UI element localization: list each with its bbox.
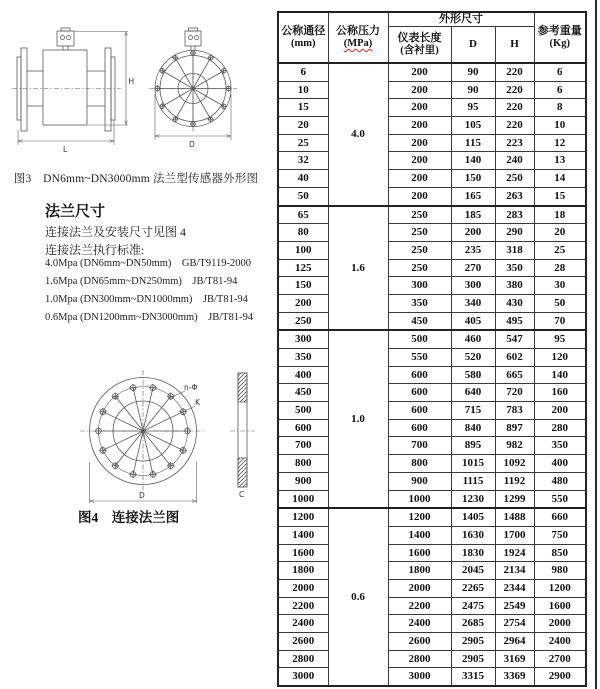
flange-note-line2: 连接法兰执行标准: — [45, 243, 145, 257]
junction-box-front — [185, 28, 201, 51]
cell-d: 715 — [451, 402, 495, 420]
flange-size-heading: 法兰尺寸 — [45, 204, 106, 220]
flange-dimension-table — [277, 11, 587, 687]
cell-weight: 2900 — [534, 668, 586, 686]
cell-weight: 50 — [534, 294, 586, 312]
cell-h: 263 — [495, 187, 534, 205]
cell-h: 665 — [495, 366, 534, 384]
cell-h: 495 — [495, 312, 534, 330]
table-row — [278, 81, 586, 99]
cell-dn: 1400 — [278, 526, 328, 544]
cell-dn: 1000 — [278, 490, 328, 508]
cell-h: 1299 — [495, 490, 534, 508]
table-row — [278, 259, 586, 277]
table-row — [278, 206, 586, 224]
header-nominal-diameter — [278, 12, 328, 63]
table-row — [278, 152, 586, 170]
cell-weight: 200 — [534, 402, 586, 420]
cell-meter-length: 250 — [388, 206, 451, 224]
cell-d: 165 — [451, 187, 495, 205]
cell-dn: 6 — [278, 63, 328, 81]
cell-d: 150 — [451, 170, 495, 188]
cell-dn: 50 — [278, 187, 328, 205]
cell-meter-length: 600 — [388, 419, 451, 437]
cell-d: 340 — [451, 294, 495, 312]
cell-h: 318 — [495, 241, 534, 259]
cell-dn: 32 — [278, 152, 328, 170]
bolt-pattern-14 — [95, 384, 192, 478]
cell-dn: 700 — [278, 437, 328, 455]
cell-meter-length: 200 — [388, 170, 451, 188]
cell-meter-length: 250 — [388, 241, 451, 259]
cell-dn: 2200 — [278, 597, 328, 615]
cell-d: 2045 — [451, 562, 495, 580]
cell-weight: 2400 — [534, 633, 586, 651]
header-text: 参考重量 — [537, 25, 582, 38]
header-text: (含衬里) — [400, 44, 439, 56]
cell-weight: 2000 — [534, 615, 586, 633]
table-row — [278, 597, 586, 615]
header-unit: (mm) — [291, 37, 316, 49]
cell-weight: 70 — [534, 312, 586, 330]
cell-meter-length: 350 — [388, 294, 451, 312]
cell-pressure: 1.6 — [328, 206, 388, 331]
figure4-caption: 图4 连接法兰图 — [78, 510, 180, 525]
table-row — [278, 277, 586, 295]
cell-weight: 6 — [534, 81, 586, 99]
cell-dn: 3000 — [278, 668, 328, 686]
cell-weight: 28 — [534, 259, 586, 277]
cell-weight: 13 — [534, 152, 586, 170]
cell-pressure: 1.0 — [328, 330, 388, 508]
cell-d: 3315 — [451, 668, 495, 686]
cell-dn: 300 — [278, 330, 328, 348]
table-row — [278, 562, 586, 580]
table-row — [278, 668, 586, 686]
cell-h: 223 — [495, 134, 534, 152]
cell-weight: 160 — [534, 384, 586, 402]
cell-h: 1092 — [495, 455, 534, 473]
table-row — [278, 615, 586, 633]
cell-dn: 10 — [278, 81, 328, 99]
dim-label-d-flange: D — [139, 491, 145, 500]
cell-meter-length: 2200 — [388, 597, 451, 615]
cell-weight: 20 — [534, 224, 586, 242]
cell-dn: 150 — [278, 277, 328, 295]
cell-h: 350 — [495, 259, 534, 277]
dim-label-h: H — [128, 77, 135, 86]
cell-meter-length: 450 — [388, 312, 451, 330]
cell-h: 283 — [495, 206, 534, 224]
table-row — [278, 437, 586, 455]
header-nominal-pressure — [328, 12, 388, 63]
cell-meter-length: 700 — [388, 437, 451, 455]
cell-d: 405 — [451, 312, 495, 330]
cell-weight: 10 — [534, 117, 586, 135]
cell-h: 783 — [495, 402, 534, 420]
cell-meter-length: 550 — [388, 349, 451, 367]
cell-meter-length: 300 — [388, 277, 451, 295]
table-row — [278, 294, 586, 312]
table-row — [278, 134, 586, 152]
cell-d: 460 — [451, 330, 495, 348]
flange-table-body — [278, 63, 586, 686]
cell-d: 185 — [451, 206, 495, 224]
cell-dn: 2400 — [278, 615, 328, 633]
cell-d: 300 — [451, 277, 495, 295]
cell-d: 1230 — [451, 490, 495, 508]
cell-weight: 25 — [534, 241, 586, 259]
junction-box-side — [57, 28, 74, 50]
cell-d: 2265 — [451, 579, 495, 597]
cell-d: 2685 — [451, 615, 495, 633]
cell-dn: 250 — [278, 312, 328, 330]
cell-d: 2475 — [451, 597, 495, 615]
table-row — [278, 366, 586, 384]
table-row — [278, 402, 586, 420]
cell-weight: 12 — [534, 134, 586, 152]
table-row — [278, 224, 586, 242]
cell-h: 2344 — [495, 579, 534, 597]
cell-meter-length: 2400 — [388, 615, 451, 633]
cell-meter-length: 3000 — [388, 668, 451, 686]
cell-d: 840 — [451, 419, 495, 437]
cell-h: 250 — [495, 170, 534, 188]
cell-d: 115 — [451, 134, 495, 152]
table-row — [278, 579, 586, 597]
table-header — [278, 12, 586, 63]
cell-dn: 100 — [278, 241, 328, 259]
dim-label-d-front: D — [189, 140, 195, 149]
cell-meter-length: 2800 — [388, 650, 451, 668]
cell-d: 105 — [451, 117, 495, 135]
cell-dn: 400 — [278, 366, 328, 384]
cell-weight: 400 — [534, 455, 586, 473]
cell-meter-length: 200 — [388, 99, 451, 117]
cell-dn: 600 — [278, 419, 328, 437]
cell-meter-length: 1000 — [388, 490, 451, 508]
cell-h: 430 — [495, 294, 534, 312]
cell-meter-length: 800 — [388, 455, 451, 473]
table-row — [278, 650, 586, 668]
cell-h: 2964 — [495, 633, 534, 651]
header-text: 公称压力 — [336, 25, 380, 38]
cell-h: 220 — [495, 63, 534, 81]
cell-dn: 25 — [278, 134, 328, 152]
cell-h: 380 — [495, 277, 534, 295]
cell-meter-length: 600 — [388, 402, 451, 420]
table-row — [278, 384, 586, 402]
header-meter-length — [388, 27, 451, 64]
cell-dn: 65 — [278, 206, 328, 224]
cell-d: 2905 — [451, 633, 495, 651]
flange-standard-item: 4.0Mpa (DN6mm~DN50mm) GB/T9119-2000 — [45, 258, 251, 269]
cell-meter-length: 200 — [388, 152, 451, 170]
cell-meter-length: 500 — [388, 330, 451, 348]
cell-meter-length: 900 — [388, 472, 451, 490]
cell-h: 1192 — [495, 472, 534, 490]
cell-h: 220 — [495, 99, 534, 117]
header-h: H — [495, 27, 534, 64]
table-row — [278, 170, 586, 188]
cell-h: 240 — [495, 152, 534, 170]
cell-weight: 8 — [534, 99, 586, 117]
cell-h: 2754 — [495, 615, 534, 633]
cell-meter-length: 1600 — [388, 544, 451, 562]
table-row — [278, 63, 586, 81]
header-d: D — [451, 27, 495, 64]
table-row — [278, 455, 586, 473]
cell-meter-length: 2600 — [388, 633, 451, 651]
cell-h: 2134 — [495, 562, 534, 580]
cell-weight: 140 — [534, 366, 586, 384]
table-row — [278, 490, 586, 508]
table-row — [278, 330, 586, 348]
cell-weight: 980 — [534, 562, 586, 580]
cell-d: 1015 — [451, 455, 495, 473]
label-k: K — [195, 398, 200, 407]
cell-h: 1700 — [495, 526, 534, 544]
cell-d: 2905 — [451, 650, 495, 668]
cell-weight: 2700 — [534, 650, 586, 668]
cell-h: 3169 — [495, 650, 534, 668]
header-outline-dimensions: 外形尺寸 — [388, 12, 534, 27]
cell-d: 90 — [451, 63, 495, 81]
flange-standard-item: 0.6Mpa (DN1200mm~DN3000mm) JB/T81-94 — [45, 312, 254, 323]
cell-h: 1924 — [495, 544, 534, 562]
cell-pressure: 4.0 — [328, 63, 388, 206]
cell-weight: 750 — [534, 526, 586, 544]
cell-dn: 800 — [278, 455, 328, 473]
table-row — [278, 117, 586, 135]
table-row — [278, 544, 586, 562]
table-row — [278, 99, 586, 117]
cell-h: 1488 — [495, 508, 534, 526]
cell-weight: 18 — [534, 206, 586, 224]
table-row — [278, 633, 586, 651]
table-row — [278, 241, 586, 259]
dim-label-l: L — [63, 145, 68, 154]
cell-weight: 6 — [534, 63, 586, 81]
dim-label-c: C — [239, 490, 245, 499]
cell-dn: 2600 — [278, 633, 328, 651]
cell-d: 235 — [451, 241, 495, 259]
table-row — [278, 419, 586, 437]
cell-meter-length: 1400 — [388, 526, 451, 544]
cell-d: 270 — [451, 259, 495, 277]
table-row — [278, 312, 586, 330]
cell-d: 1405 — [451, 508, 495, 526]
cell-d: 1630 — [451, 526, 495, 544]
cell-weight: 660 — [534, 508, 586, 526]
cell-weight: 480 — [534, 472, 586, 490]
cell-weight: 350 — [534, 437, 586, 455]
label-n-phi: n-Φ — [184, 383, 198, 392]
header-unit-spellcheck: (MPa) — [343, 37, 373, 49]
table-row — [278, 508, 586, 526]
cell-weight: 14 — [534, 170, 586, 188]
table-header-row-1 — [278, 12, 586, 27]
cell-weight: 550 — [534, 490, 586, 508]
cell-h: 290 — [495, 224, 534, 242]
cell-dn: 1200 — [278, 508, 328, 526]
table-row — [278, 187, 586, 205]
cell-meter-length: 250 — [388, 224, 451, 242]
cell-dn: 2000 — [278, 579, 328, 597]
cell-d: 520 — [451, 349, 495, 367]
figure4-flange-drawing — [68, 362, 268, 507]
cell-dn: 125 — [278, 259, 328, 277]
cell-d: 895 — [451, 437, 495, 455]
cell-dn: 200 — [278, 294, 328, 312]
table-row — [278, 472, 586, 490]
header-text: 仪表长度 — [397, 32, 442, 45]
flange-standard-item: 1.0Mpa (DN300mm~DN1000mm) JB/T81-94 — [45, 294, 248, 305]
cell-meter-length: 250 — [388, 259, 451, 277]
cell-d: 1830 — [451, 544, 495, 562]
cell-weight: 1600 — [534, 597, 586, 615]
table-row — [278, 349, 586, 367]
cell-meter-length: 200 — [388, 187, 451, 205]
cell-d: 640 — [451, 384, 495, 402]
flange-standard-item: 1.6Mpa (DN65mm~DN250mm) JB/T81-94 — [45, 276, 238, 287]
cell-dn: 80 — [278, 224, 328, 242]
cell-dn: 1600 — [278, 544, 328, 562]
cell-meter-length: 200 — [388, 134, 451, 152]
cell-weight: 15 — [534, 187, 586, 205]
cell-h: 602 — [495, 349, 534, 367]
cell-weight: 280 — [534, 419, 586, 437]
cell-d: 1115 — [451, 472, 495, 490]
cell-h: 547 — [495, 330, 534, 348]
cell-d: 580 — [451, 366, 495, 384]
cell-dn: 350 — [278, 349, 328, 367]
cell-h: 2549 — [495, 597, 534, 615]
cell-d: 95 — [451, 99, 495, 117]
header-text: 公称通径 — [281, 25, 326, 38]
cell-meter-length: 1200 — [388, 508, 451, 526]
page-edge-line — [595, 0, 597, 689]
cell-meter-length: 200 — [388, 117, 451, 135]
cell-dn: 900 — [278, 472, 328, 490]
cell-dn: 450 — [278, 384, 328, 402]
cell-h: 897 — [495, 419, 534, 437]
cell-meter-length: 200 — [388, 63, 451, 81]
cell-h: 220 — [495, 81, 534, 99]
cell-dn: 1800 — [278, 562, 328, 580]
cell-meter-length: 600 — [388, 366, 451, 384]
flange-note-line1: 连接法兰及安装尺寸见图 4 — [45, 225, 187, 239]
cell-dn: 500 — [278, 402, 328, 420]
cell-weight: 120 — [534, 349, 586, 367]
figure3-sensor-drawing — [8, 8, 248, 160]
cell-dn: 20 — [278, 117, 328, 135]
cell-weight: 30 — [534, 277, 586, 295]
cell-meter-length: 1800 — [388, 562, 451, 580]
cell-meter-length: 600 — [388, 384, 451, 402]
cell-dn: 40 — [278, 170, 328, 188]
cell-weight: 1200 — [534, 579, 586, 597]
cell-meter-length: 200 — [388, 81, 451, 99]
cell-weight: 850 — [534, 544, 586, 562]
cell-h: 720 — [495, 384, 534, 402]
cell-d: 200 — [451, 224, 495, 242]
cell-h: 3369 — [495, 668, 534, 686]
cell-dn: 15 — [278, 99, 328, 117]
figure3-caption: 图3 DN6mm~DN3000mm 法兰型传感器外形图 — [13, 173, 259, 185]
cell-d: 90 — [451, 81, 495, 99]
cell-pressure: 0.6 — [328, 508, 388, 686]
cell-dn: 2800 — [278, 650, 328, 668]
table-row — [278, 526, 586, 544]
cell-d: 140 — [451, 152, 495, 170]
cell-h: 220 — [495, 117, 534, 135]
header-reference-weight — [534, 12, 586, 63]
cell-meter-length: 2000 — [388, 579, 451, 597]
header-unit: (Kg) — [549, 37, 570, 49]
cell-h: 982 — [495, 437, 534, 455]
cell-weight: 95 — [534, 330, 586, 348]
